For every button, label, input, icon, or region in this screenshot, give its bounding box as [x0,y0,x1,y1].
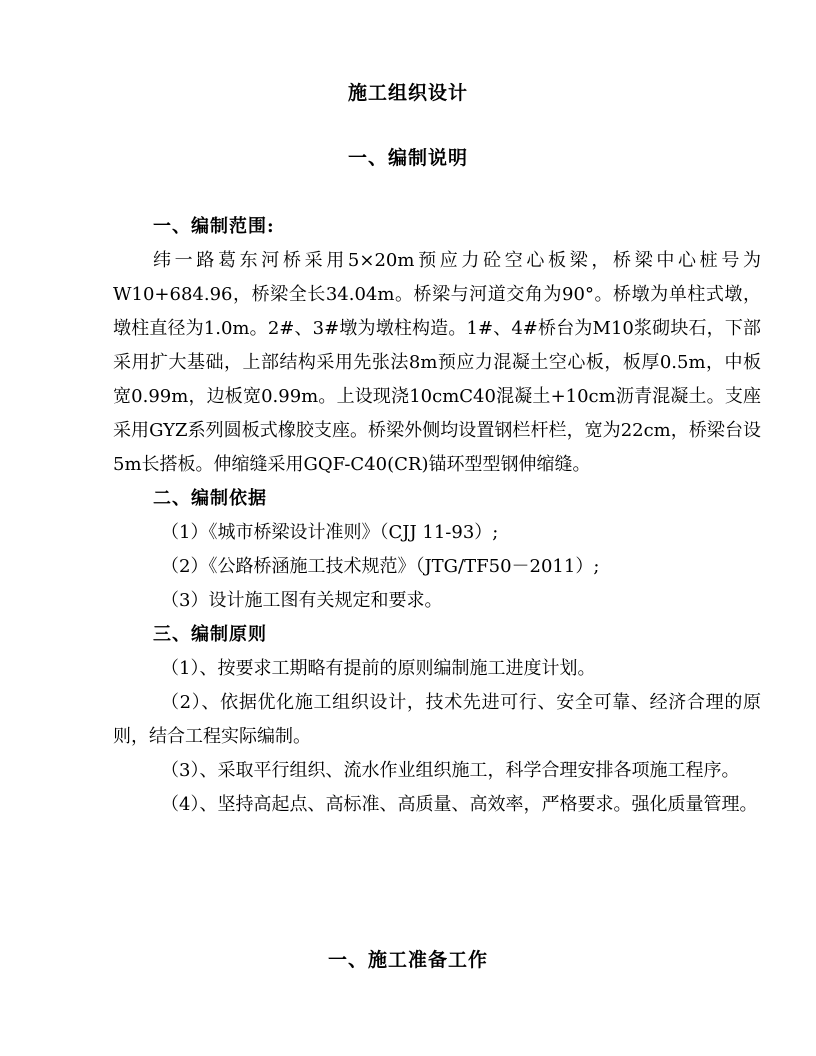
principle-item: （1）、按要求工期略有提前的原则编制施工进度计划。 [161,658,596,679]
document-title: 施工组织设计 [347,82,468,104]
section-title-compilation: 一、编制说明 [347,147,468,169]
principle-item: （2）、依据优化施工组织设计，技术先进可行、安全可靠、经济合理的原则，结合工程实际编制。 [113,692,761,747]
basis-item: （3）设计施工图有关规定和要求。 [161,590,443,611]
basis-item: （2）《公路桥涵施工技术规范》（JTG/TF50－2011）; [161,556,600,577]
document-body [113,210,761,822]
heading-principles: 三、编制原则 [153,624,267,645]
heading-basis: 二、编制依据 [153,488,267,509]
principle-item: （4）、坚持高起点、高标准、高质量、高效率，严格要求。强化质量管理。 [161,794,758,815]
paragraph-scope: 纬一路葛东河桥采用5×20m预应力砼空心板梁，桥梁中心桩号为W10+684.96，桥梁全长34.04m。桥梁与河道交角为90°。桥墩为单柱式墩，墩柱直径为1.0m。2#、3#墩为墩柱构造。1#、4#桥台为M10浆砌块石，下部采用扩大基础，上部结构采用先张法8m预应力混凝土空心板，板厚0.5m，中板宽0.99m，边板宽0.99m。上设现浇10cmC40混凝土+10cm沥青混凝土。支座采用GYZ系列圆板式橡胶支座。桥梁外侧均设置钢栏杆栏，宽为22cm，桥梁台设5m长搭板。伸缩缝采用GQF-C40(CR)锚环型型钢伸缩缝。 [113,250,761,475]
section-title-preparation: 一、施工准备工作 [327,949,488,971]
principle-item: （3）、采取平行组织、流水作业组织施工，科学合理安排各项施工程序。 [161,760,740,781]
basis-item: （1）《城市桥梁设计准则》（CJJ 11-93）; [161,522,499,543]
heading-scope: 一、编制范围: [153,216,275,237]
